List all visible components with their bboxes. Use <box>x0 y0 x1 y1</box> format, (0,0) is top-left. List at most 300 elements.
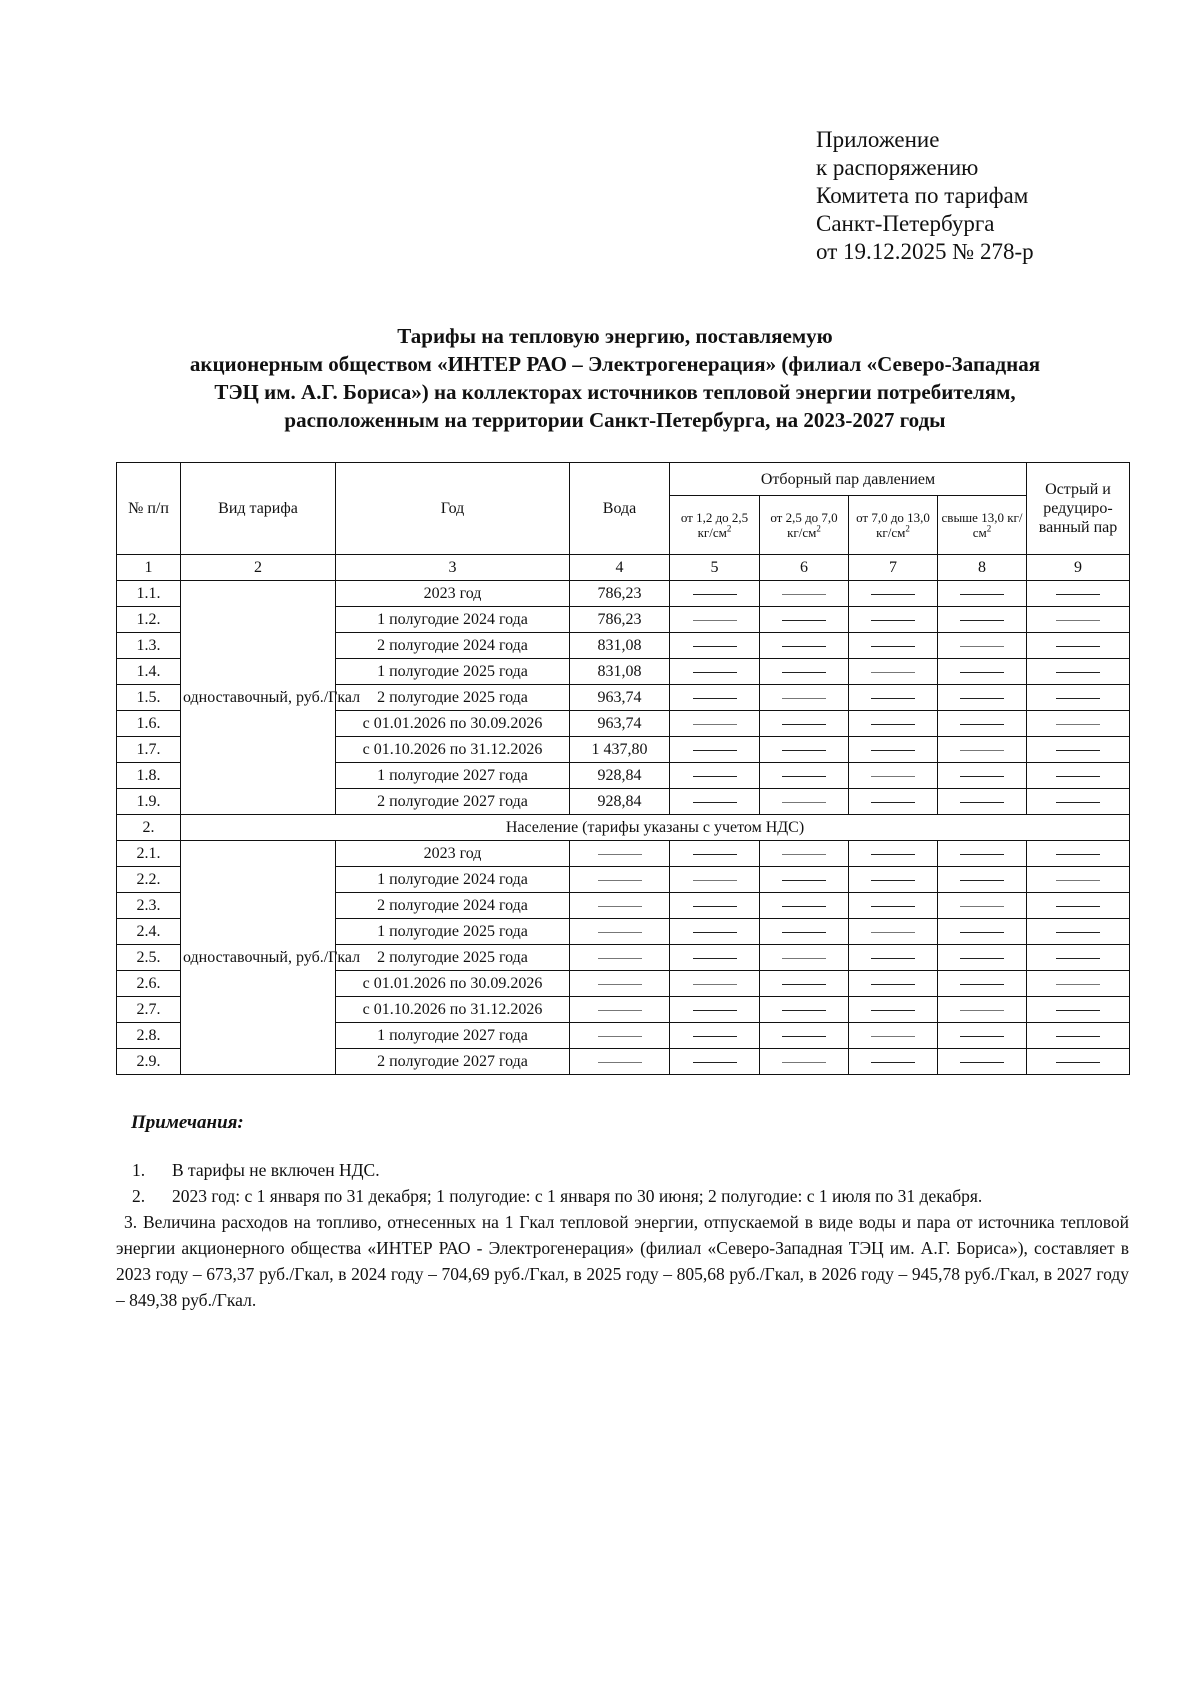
dash-mark <box>693 1010 737 1011</box>
empty-cell <box>1027 659 1130 685</box>
dash-mark <box>693 724 737 725</box>
row-number: 1.3. <box>117 633 181 659</box>
dash-mark <box>782 776 826 777</box>
dash-mark <box>960 620 1004 621</box>
appendix-block <box>816 126 1034 266</box>
dash-mark <box>1056 698 1100 699</box>
note-text: В тарифы не включен НДС. <box>172 1160 380 1180</box>
empty-cell <box>570 1049 670 1075</box>
dash-mark <box>960 958 1004 959</box>
header-sharp-steam: Острый и редуциро-ванный пар <box>1027 463 1130 555</box>
period-cell: с 01.10.2026 по 31.12.2026 <box>336 737 570 763</box>
dash-mark <box>871 724 915 725</box>
dash-mark <box>1056 854 1100 855</box>
dash-mark <box>693 698 737 699</box>
header-steam-2 <box>760 496 849 555</box>
dash-mark <box>693 932 737 933</box>
empty-cell <box>938 945 1027 971</box>
dash-mark <box>693 802 737 803</box>
dash-mark <box>871 776 915 777</box>
empty-cell <box>570 841 670 867</box>
dash-mark <box>871 984 915 985</box>
empty-cell <box>760 867 849 893</box>
dash-mark <box>782 620 826 621</box>
empty-cell <box>670 633 760 659</box>
dash-mark <box>782 802 826 803</box>
dash-mark <box>1056 750 1100 751</box>
period-cell: 2023 год <box>336 841 570 867</box>
dash-mark <box>598 854 642 855</box>
empty-cell <box>570 893 670 919</box>
period-cell: 2 полугодие 2027 года <box>336 1049 570 1075</box>
empty-cell <box>938 893 1027 919</box>
dash-mark <box>960 776 1004 777</box>
table-row <box>117 841 1130 867</box>
column-number: 3 <box>336 555 570 581</box>
column-number: 2 <box>181 555 336 581</box>
dash-mark <box>598 984 642 985</box>
empty-cell <box>670 1049 760 1075</box>
period-cell: 2 полугодие 2024 года <box>336 633 570 659</box>
empty-cell <box>570 971 670 997</box>
dash-mark <box>960 750 1004 751</box>
dash-mark <box>1056 958 1100 959</box>
dash-mark <box>1056 724 1100 725</box>
row-number: 1.7. <box>117 737 181 763</box>
column-number: 5 <box>670 555 760 581</box>
dash-mark <box>1056 1062 1100 1063</box>
empty-cell <box>849 737 938 763</box>
dash-mark <box>782 984 826 985</box>
period-cell: 1 полугодие 2027 года <box>336 763 570 789</box>
dash-mark <box>782 1036 826 1037</box>
dash-mark <box>960 698 1004 699</box>
dash-mark <box>871 958 915 959</box>
header-steam-4 <box>938 496 1027 555</box>
dash-mark <box>871 646 915 647</box>
dash-mark <box>693 672 737 673</box>
dash-mark <box>693 958 737 959</box>
note-text: Величина расходов на топливо, отнесенных на 1 Гкал тепловой энергии, отпускаемой в виде воды и пара от источника тепловой энергии акционерного общества «ИНТЕР РАО - Электрогенерация» (филиал «Северо-Западная ТЭЦ им. А.Г. Бориса»), составляет в 2023 году – 673,37 руб./Гкал, в 2024 году – 704,69 руб./Гкал, в 2025 году – 805,68 руб./Гкал, в 2026 году – 945,78 руб./Гкал, в 2027 году – 849,38 руб./Гкал. <box>116 1212 1130 1310</box>
row-number: 2.8. <box>117 1023 181 1049</box>
dash-mark <box>871 906 915 907</box>
period-cell: 2 полугодие 2027 года <box>336 789 570 815</box>
empty-cell <box>849 711 938 737</box>
dash-mark <box>1056 880 1100 881</box>
dash-mark <box>960 1036 1004 1037</box>
dash-mark <box>598 880 642 881</box>
dash-mark <box>782 906 826 907</box>
dash-mark <box>782 1010 826 1011</box>
dash-mark <box>960 932 1004 933</box>
empty-cell <box>849 971 938 997</box>
dash-mark <box>693 646 737 647</box>
note-number: 3. <box>124 1212 138 1232</box>
empty-cell <box>570 945 670 971</box>
empty-cell <box>760 633 849 659</box>
empty-cell <box>1027 789 1130 815</box>
note-text: 2023 год: с 1 января по 31 декабря; 1 полугодие: с 1 января по 30 июня; 2 полугодие: с 1 июля по 31 декабря. <box>172 1186 983 1206</box>
empty-cell <box>938 1023 1027 1049</box>
period-cell: 2 полугодие 2025 года <box>336 685 570 711</box>
water-tariff-cell: 1 437,80 <box>570 737 670 763</box>
header-steam-4-label: свыше 13,0 кг/см <box>941 510 1023 540</box>
dash-mark <box>598 1062 642 1063</box>
header-steam-group: Отборный пар давлением <box>670 463 1027 496</box>
empty-cell <box>760 1023 849 1049</box>
empty-cell <box>670 997 760 1023</box>
header-steam-1-label: от 1,2 до 2,5 кг/см <box>680 510 749 540</box>
dash-mark <box>598 1010 642 1011</box>
empty-cell <box>1027 997 1130 1023</box>
empty-cell <box>670 867 760 893</box>
empty-cell <box>760 659 849 685</box>
empty-cell <box>938 919 1027 945</box>
empty-cell <box>1027 919 1130 945</box>
empty-cell <box>760 841 849 867</box>
dash-mark <box>598 906 642 907</box>
empty-cell <box>670 945 760 971</box>
row-number: 2.1. <box>117 841 181 867</box>
empty-cell <box>938 789 1027 815</box>
row-number: 1.9. <box>117 789 181 815</box>
empty-cell <box>938 763 1027 789</box>
empty-cell <box>849 1023 938 1049</box>
dash-mark <box>782 594 826 595</box>
empty-cell <box>760 685 849 711</box>
empty-cell <box>1027 607 1130 633</box>
section-label: Население (тарифы указаны с учетом НДС) <box>181 815 1130 841</box>
empty-cell <box>1027 763 1130 789</box>
empty-cell <box>849 607 938 633</box>
empty-cell <box>849 997 938 1023</box>
dash-mark <box>871 932 915 933</box>
appendix-line: Санкт-Петербурга <box>816 211 995 236</box>
empty-cell <box>938 581 1027 607</box>
period-cell: 1 полугодие 2024 года <box>336 607 570 633</box>
notes-block <box>116 1157 1129 1313</box>
title-line: акционерным обществом «ИНТЕР РАО – Электрогенерация» (филиал «Северо-Западная <box>189 352 1041 376</box>
water-tariff-cell: 831,08 <box>570 659 670 685</box>
period-cell: 1 полугодие 2025 года <box>336 659 570 685</box>
dash-mark <box>782 750 826 751</box>
dash-mark <box>1056 984 1100 985</box>
dash-mark <box>693 1062 737 1063</box>
dash-mark <box>960 646 1004 647</box>
title-line: расположенным на территории Санкт-Петербурга, на 2023-2027 годы <box>284 408 946 432</box>
dash-mark <box>693 854 737 855</box>
dash-mark <box>871 1062 915 1063</box>
empty-cell <box>670 685 760 711</box>
note-item <box>116 1183 1129 1209</box>
empty-cell <box>849 763 938 789</box>
water-tariff-cell: 831,08 <box>570 633 670 659</box>
header-steam-3-label: от 7,0 до 13,0 кг/см <box>856 510 930 540</box>
document-title <box>110 322 1120 434</box>
empty-cell <box>670 607 760 633</box>
empty-cell <box>849 1049 938 1075</box>
empty-cell <box>938 711 1027 737</box>
header-steam-3 <box>849 496 938 555</box>
header-steam-2-label: от 2,5 до 7,0 кг/см <box>770 510 838 540</box>
empty-cell <box>760 997 849 1023</box>
empty-cell <box>670 711 760 737</box>
water-tariff-cell: 928,84 <box>570 789 670 815</box>
water-tariff-cell: 928,84 <box>570 763 670 789</box>
empty-cell <box>1027 945 1130 971</box>
period-cell: 2023 год <box>336 581 570 607</box>
dash-mark <box>960 984 1004 985</box>
empty-cell <box>1027 581 1130 607</box>
dash-mark <box>693 906 737 907</box>
superscript: 2 <box>986 523 992 534</box>
dash-mark <box>598 958 642 959</box>
note-number: 1. <box>132 1160 146 1180</box>
dash-mark <box>871 1036 915 1037</box>
dash-mark <box>960 880 1004 881</box>
empty-cell <box>670 893 760 919</box>
row-number: 1.4. <box>117 659 181 685</box>
empty-cell <box>760 789 849 815</box>
empty-cell <box>849 893 938 919</box>
dash-mark <box>782 646 826 647</box>
empty-cell <box>938 997 1027 1023</box>
dash-mark <box>1056 646 1100 647</box>
empty-cell <box>670 919 760 945</box>
empty-cell <box>670 789 760 815</box>
dash-mark <box>693 620 737 621</box>
row-number: 1.1. <box>117 581 181 607</box>
empty-cell <box>938 841 1027 867</box>
table-row <box>117 581 1130 607</box>
empty-cell <box>570 919 670 945</box>
empty-cell <box>849 945 938 971</box>
dash-mark <box>782 724 826 725</box>
empty-cell <box>570 997 670 1023</box>
water-tariff-cell: 963,74 <box>570 685 670 711</box>
column-number: 9 <box>1027 555 1130 581</box>
title-line: ТЭЦ им. А.Г. Бориса») на коллекторах источников тепловой энергии потребителям, <box>214 380 1016 404</box>
appendix-line: от 19.12.2025 № 278-р <box>816 239 1034 264</box>
row-number: 1.2. <box>117 607 181 633</box>
tariff-type-cell: одноставочный, руб./Гкал <box>181 581 336 815</box>
appendix-line: к распоряжению <box>816 155 979 180</box>
empty-cell <box>1027 1023 1130 1049</box>
superscript: 2 <box>816 523 821 534</box>
period-cell: 1 полугодие 2027 года <box>336 1023 570 1049</box>
dash-mark <box>1056 620 1100 621</box>
empty-cell <box>760 1049 849 1075</box>
appendix-line: Приложение <box>816 127 940 152</box>
dash-mark <box>960 724 1004 725</box>
empty-cell <box>938 971 1027 997</box>
dash-mark <box>871 620 915 621</box>
empty-cell <box>849 659 938 685</box>
dash-mark <box>782 854 826 855</box>
dash-mark <box>1056 802 1100 803</box>
empty-cell <box>1027 711 1130 737</box>
row-number: 1.5. <box>117 685 181 711</box>
empty-cell <box>1027 841 1130 867</box>
empty-cell <box>849 633 938 659</box>
header-tariff-type: Вид тарифа <box>181 463 336 555</box>
empty-cell <box>938 685 1027 711</box>
dash-mark <box>1056 906 1100 907</box>
dash-mark <box>782 698 826 699</box>
period-cell: 1 полугодие 2025 года <box>336 919 570 945</box>
empty-cell <box>570 1023 670 1049</box>
dash-mark <box>960 906 1004 907</box>
dash-mark <box>1056 1036 1100 1037</box>
empty-cell <box>849 841 938 867</box>
column-number: 7 <box>849 555 938 581</box>
empty-cell <box>670 1023 760 1049</box>
superscript: 2 <box>726 523 732 534</box>
water-tariff-cell: 786,23 <box>570 581 670 607</box>
empty-cell <box>1027 1049 1130 1075</box>
notes-title: Примечания: <box>131 1112 244 1133</box>
dash-mark <box>782 672 826 673</box>
empty-cell <box>938 737 1027 763</box>
row-number: 2.9. <box>117 1049 181 1075</box>
empty-cell <box>760 763 849 789</box>
empty-cell <box>760 737 849 763</box>
tariff-type-cell: одноставочный, руб./Гкал <box>181 841 336 1075</box>
empty-cell <box>760 919 849 945</box>
dash-mark <box>693 750 737 751</box>
empty-cell <box>1027 893 1130 919</box>
header-steam-1 <box>670 496 760 555</box>
dash-mark <box>782 880 826 881</box>
empty-cell <box>849 789 938 815</box>
row-number: 1.6. <box>117 711 181 737</box>
empty-cell <box>670 581 760 607</box>
column-number: 4 <box>570 555 670 581</box>
water-tariff-cell: 963,74 <box>570 711 670 737</box>
column-number: 8 <box>938 555 1027 581</box>
empty-cell <box>1027 633 1130 659</box>
period-cell: с 01.01.2026 по 30.09.2026 <box>336 971 570 997</box>
dash-mark <box>598 932 642 933</box>
empty-cell <box>938 659 1027 685</box>
empty-cell <box>938 607 1027 633</box>
row-number: 2.5. <box>117 945 181 971</box>
empty-cell <box>670 841 760 867</box>
dash-mark <box>960 1062 1004 1063</box>
empty-cell <box>849 685 938 711</box>
dash-mark <box>960 802 1004 803</box>
empty-cell <box>1027 971 1130 997</box>
empty-cell <box>570 867 670 893</box>
empty-cell <box>938 867 1027 893</box>
dash-mark <box>693 594 737 595</box>
header-num: № п/п <box>117 463 181 555</box>
empty-cell <box>670 659 760 685</box>
column-number: 6 <box>760 555 849 581</box>
row-number: 2.7. <box>117 997 181 1023</box>
dash-mark <box>693 880 737 881</box>
empty-cell <box>1027 737 1130 763</box>
row-number: 2.4. <box>117 919 181 945</box>
row-number: 2. <box>117 815 181 841</box>
dash-mark <box>1056 594 1100 595</box>
dash-mark <box>871 854 915 855</box>
dash-mark <box>871 1010 915 1011</box>
dash-mark <box>871 802 915 803</box>
empty-cell <box>1027 685 1130 711</box>
period-cell: 2 полугодие 2025 года <box>336 945 570 971</box>
empty-cell <box>670 763 760 789</box>
row-number: 1.8. <box>117 763 181 789</box>
dash-mark <box>1056 776 1100 777</box>
note-number: 2. <box>132 1186 146 1206</box>
dash-mark <box>693 984 737 985</box>
empty-cell <box>760 581 849 607</box>
section-row <box>117 815 1130 841</box>
dash-mark <box>960 594 1004 595</box>
empty-cell <box>760 971 849 997</box>
empty-cell <box>938 1049 1027 1075</box>
superscript: 2 <box>905 523 910 534</box>
title-line: Тарифы на тепловую энергию, поставляемую <box>397 324 833 348</box>
header-water: Вода <box>570 463 670 555</box>
empty-cell <box>670 971 760 997</box>
note-item <box>116 1209 1129 1313</box>
empty-cell <box>670 737 760 763</box>
empty-cell <box>760 711 849 737</box>
row-number: 2.2. <box>117 867 181 893</box>
header-year: Год <box>336 463 570 555</box>
dash-mark <box>782 1062 826 1063</box>
empty-cell <box>1027 867 1130 893</box>
dash-mark <box>1056 672 1100 673</box>
period-cell: с 01.01.2026 по 30.09.2026 <box>336 711 570 737</box>
empty-cell <box>849 867 938 893</box>
dash-mark <box>693 1036 737 1037</box>
period-cell: с 01.10.2026 по 31.12.2026 <box>336 997 570 1023</box>
empty-cell <box>938 633 1027 659</box>
dash-mark <box>782 932 826 933</box>
dash-mark <box>871 880 915 881</box>
dash-mark <box>960 672 1004 673</box>
dash-mark <box>960 854 1004 855</box>
tariff-table <box>116 462 1130 1075</box>
appendix-line: Комитета по тарифам <box>816 183 1029 208</box>
column-number: 1 <box>117 555 181 581</box>
row-number: 2.3. <box>117 893 181 919</box>
empty-cell <box>849 581 938 607</box>
dash-mark <box>598 1036 642 1037</box>
dash-mark <box>1056 1010 1100 1011</box>
dash-mark <box>1056 932 1100 933</box>
empty-cell <box>760 893 849 919</box>
row-number: 2.6. <box>117 971 181 997</box>
dash-mark <box>960 1010 1004 1011</box>
note-item <box>116 1157 1129 1183</box>
dash-mark <box>693 776 737 777</box>
dash-mark <box>871 750 915 751</box>
dash-mark <box>871 672 915 673</box>
empty-cell <box>760 945 849 971</box>
water-tariff-cell: 786,23 <box>570 607 670 633</box>
period-cell: 1 полугодие 2024 года <box>336 867 570 893</box>
period-cell: 2 полугодие 2024 года <box>336 893 570 919</box>
dash-mark <box>871 698 915 699</box>
dash-mark <box>782 958 826 959</box>
dash-mark <box>871 594 915 595</box>
empty-cell <box>849 919 938 945</box>
empty-cell <box>760 607 849 633</box>
